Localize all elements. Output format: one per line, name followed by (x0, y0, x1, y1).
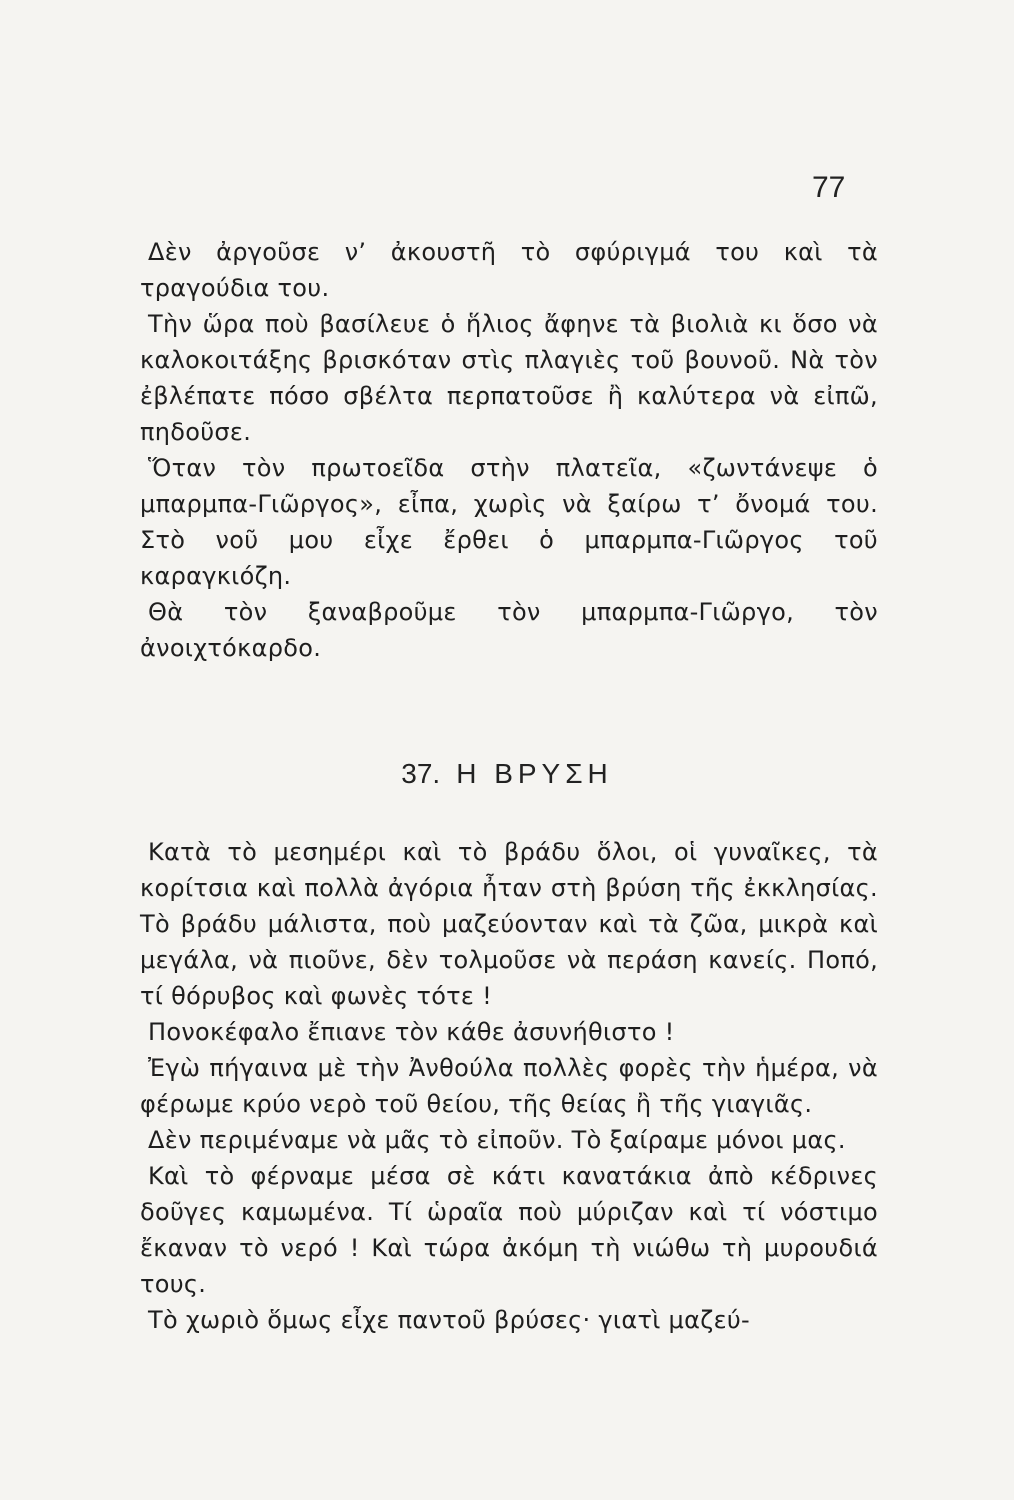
paragraph: Τὸ χωριὸ ὅμως εἶχε παντοῦ βρύσες· γιατὶ μαζεύ- (148, 1306, 751, 1334)
paragraph: Κατὰ τὸ μεσημέρι καὶ τὸ βράδυ ὅλοι, οἱ γυναῖκες, τὰ κορίτσια καὶ πολλὰ ἀγόρια ἦταν στὴ βρύση τῆς ἐκκλησίας. Τὸ βράδυ μάλιστα, ποὺ μαζεύονταν καὶ τὰ ζῶα, μικρὰ καὶ μεγάλα, νὰ πιοῦνε, δὲν τολμοῦσε νὰ περάση κανείς. Ποπό, τί θόρυβος καὶ φωνὲς τότε ! (140, 838, 878, 1010)
chapter-title: Η ΒΡΥΣΗ (456, 758, 613, 789)
text-section-top (140, 234, 878, 666)
paragraph: Καὶ τὸ φέρναμε μέσα σὲ κάτι κανατάκια ἀπὸ κέδρινες δοῦγες καμωμένα. Τί ὡραῖα ποὺ μύριζαν καὶ τί νόστιμο ἔκαναν τὸ νερό ! Καὶ τώρα ἀκόμη τὴ νιώθω τὴ μυρουδιά τους. (140, 1162, 878, 1298)
text-section-bottom (140, 834, 878, 1338)
paragraph: Πονοκέφαλο ἔπιανε τὸν κάθε ἀσυνήθιστο ! (148, 1018, 675, 1046)
chapter-heading (0, 756, 1014, 792)
paragraph: Δὲν ἀργοῦσε ν’ ἀκουστῆ τὸ σφύριγμά του καὶ τὰ τραγούδια του. (140, 238, 878, 302)
paragraph: Δὲν περιμέναμε νὰ μᾶς τὸ εἰποῦν. Τὸ ξαίραμε μόνοι μας. (148, 1126, 846, 1154)
chapter-number: 37. (401, 758, 441, 789)
page-number: 77 (812, 171, 846, 204)
paragraph: Θὰ τὸν ξαναβροῦμε τὸν μπαρμπα-Γιῶργο, τὸν ἀνοιχτόκαρδο. (140, 598, 878, 662)
paragraph: Ἐγὼ πήγαινα μὲ τὴν Ἀνθούλα πολλὲς φορὲς τὴν ἡμέρα, νὰ φέρωμε κρύο νερὸ τοῦ θείου, τῆς θείας ἢ τῆς γιαγιᾶς. (140, 1054, 878, 1118)
paragraph: Ὅταν τὸν πρωτοεῖδα στὴν πλατεῖα, «ζωντάνεψε ὁ μπαρμπα-Γιῶργος», εἶπα, χωρὶς νὰ ξαίρω τ’ ὄνομά του. Στὸ νοῦ μου εἶχε ἔρθει ὁ μπαρμπα-Γιῶργος τοῦ καραγκιόζη. (140, 454, 878, 590)
paragraph: Τὴν ὥρα ποὺ βασίλευε ὁ ἥλιος ἄφηνε τὰ βιολιὰ κι ὅσο νὰ καλοκοιτάξης βρισκόταν στὶς πλαγιὲς τοῦ βουνοῦ. Νὰ τὸν ἐβλέπατε πόσο σβέλτα περπατοῦσε ἢ καλύτερα νὰ εἰπῶ, πηδοῦσε. (140, 310, 878, 446)
